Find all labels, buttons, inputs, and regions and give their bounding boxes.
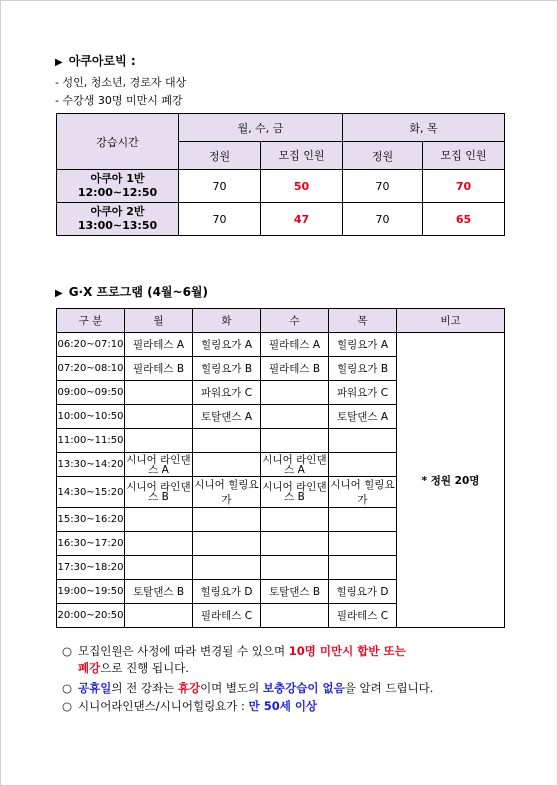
notice-text: 을 알려 드립니다. — [344, 681, 434, 695]
gx-time-cell: 14:30~15:20 — [57, 477, 125, 508]
gx-class-cell: 시니어 라인댄스 B — [261, 477, 329, 508]
gx-class-cell: 토탈댄스 B — [261, 580, 329, 604]
aqua-title: 아쿠아로빅 : — [68, 54, 136, 68]
table-row — [57, 170, 505, 203]
gx-class-cell — [261, 429, 329, 453]
notice-highlight: 공휴일 — [78, 681, 112, 695]
gx-class-cell: 필라테스 C — [329, 604, 397, 628]
gx-time-cell: 16:30~17:20 — [57, 532, 125, 556]
notice-text: 의 전 강좌는 — [111, 681, 178, 695]
gx-class-cell: 토탈댄스 B — [125, 580, 193, 604]
gx-class-cell: 힐링요가 D — [329, 580, 397, 604]
gx-section-title — [55, 283, 208, 300]
notice-3 — [62, 698, 317, 714]
gx-class-cell — [125, 556, 193, 580]
gx-class-cell — [329, 429, 397, 453]
aqua-class-cell — [57, 203, 179, 236]
notice-highlight: 보충강습이 없음 — [262, 681, 345, 695]
notice-text: 으로 진행 됩니다. — [100, 661, 189, 675]
gx-class-cell: 시니어 힐링요가 — [329, 477, 397, 508]
gx-header-mon: 월 — [125, 309, 193, 333]
aqua-group-tt: 화, 목 — [343, 114, 505, 142]
gx-class-cell: 필라테스 B — [125, 357, 193, 381]
aqua-class-cell — [57, 170, 179, 203]
gx-time-cell: 17:30~18:20 — [57, 556, 125, 580]
gx-class-cell — [193, 508, 261, 532]
gx-class-cell — [193, 453, 261, 477]
circle-bullet-icon: ○ — [62, 644, 73, 658]
gx-time-cell: 10:00~10:50 — [57, 405, 125, 429]
aqua-capacity: 70 — [343, 203, 423, 236]
gx-class-cell: 토탈댄스 A — [329, 405, 397, 429]
gx-class-cell: 힐링요가 A — [329, 333, 397, 357]
aqua-recruit: 50 — [261, 170, 343, 203]
notice-text: 시니어라인댄스/시니어힐링요가 : — [78, 699, 249, 713]
gx-class-cell: 힐링요가 D — [193, 580, 261, 604]
aqua-class-name: 아쿠아 1반 — [90, 172, 145, 185]
gx-class-cell — [261, 508, 329, 532]
aqua-capacity: 70 — [343, 170, 423, 203]
gx-class-cell — [125, 604, 193, 628]
aqua-sub-recruit: 모집 인원 — [423, 142, 505, 170]
gx-class-cell — [193, 429, 261, 453]
table-row — [57, 203, 505, 236]
notice-1-cont — [78, 660, 189, 676]
gx-class-cell — [125, 405, 193, 429]
gx-class-cell — [329, 532, 397, 556]
notice-text: 이며 별도의 — [200, 681, 263, 695]
gx-class-cell: 필라테스 A — [125, 333, 193, 357]
notice-highlight: 휴강 — [177, 681, 201, 695]
notice-highlight: 폐강 — [78, 661, 101, 675]
gx-class-cell — [261, 532, 329, 556]
aqua-sub-capacity: 정원 — [343, 142, 423, 170]
gx-header-time: 구 분 — [57, 309, 125, 333]
aqua-group-mwf: 월, 수, 금 — [179, 114, 343, 142]
table-row — [57, 333, 505, 357]
aqua-recruit: 70 — [423, 170, 505, 203]
gx-class-cell — [329, 453, 397, 477]
gx-class-cell — [193, 556, 261, 580]
gx-time-cell: 13:30~14:20 — [57, 453, 125, 477]
aqua-class-time: 13:00~13:50 — [77, 219, 158, 232]
gx-class-cell: 힐링요가 B — [329, 357, 397, 381]
gx-class-cell — [329, 556, 397, 580]
circle-bullet-icon: ○ — [62, 699, 73, 713]
gx-class-cell — [193, 532, 261, 556]
notice-2 — [62, 680, 433, 696]
gx-class-cell — [125, 381, 193, 405]
gx-class-cell — [329, 508, 397, 532]
aqua-capacity: 70 — [179, 203, 261, 236]
triangle-icon: ▶ — [55, 288, 63, 299]
gx-class-cell: 시니어 힐링요가 — [193, 477, 261, 508]
gx-time-cell: 15:30~16:20 — [57, 508, 125, 532]
notice-text: 모집인원은 사정에 따라 변경될 수 있으며 — [78, 644, 289, 658]
notice-highlight: 만 50세 이상 — [248, 699, 318, 713]
gx-class-cell: 힐링요가 B — [193, 357, 261, 381]
gx-title: G·X 프로그램 (4월~6월) — [68, 285, 208, 299]
gx-class-cell: 힐링요가 A — [193, 333, 261, 357]
aqua-sub-capacity: 정원 — [179, 142, 261, 170]
gx-time-cell: 20:00~20:50 — [57, 604, 125, 628]
gx-table — [56, 308, 505, 628]
aqua-class-time: 12:00~12:50 — [77, 186, 158, 199]
gx-time-cell: 19:00~19:50 — [57, 580, 125, 604]
aqua-sub-recruit: 모집 인원 — [261, 142, 343, 170]
circle-bullet-icon: ○ — [62, 681, 73, 695]
gx-class-cell — [125, 429, 193, 453]
gx-class-cell: 파워요가 C — [329, 381, 397, 405]
gx-class-cell: 필라테스 B — [261, 357, 329, 381]
gx-time-cell: 07:20~08:10 — [57, 357, 125, 381]
gx-header-wed: 수 — [261, 309, 329, 333]
gx-header-remark: 비고 — [397, 309, 505, 333]
gx-class-cell — [125, 508, 193, 532]
gx-class-cell — [261, 405, 329, 429]
aqua-note-1: - 성인, 청소년, 경로자 대상 — [55, 76, 187, 89]
gx-remark-cell: * 정원 20명 — [397, 333, 505, 628]
aqua-note-2: - 수강생 30명 미만시 폐강 — [55, 94, 183, 107]
gx-time-cell: 06:20~07:10 — [57, 333, 125, 357]
gx-class-cell — [125, 532, 193, 556]
gx-class-cell: 파워요가 C — [193, 381, 261, 405]
aqua-col-time: 강습시간 — [57, 114, 179, 170]
aqua-class-name: 아쿠아 2반 — [90, 205, 145, 218]
gx-class-cell — [261, 381, 329, 405]
aqua-recruit: 47 — [261, 203, 343, 236]
aqua-table — [56, 113, 505, 236]
aqua-capacity: 70 — [179, 170, 261, 203]
gx-time-cell: 09:00~09:50 — [57, 381, 125, 405]
gx-class-cell: 시니어 라인댄스 A — [262, 453, 327, 476]
gx-header-thu: 목 — [329, 309, 397, 333]
notice-highlight: 10명 미만시 합반 또는 — [288, 644, 406, 658]
gx-class-cell: 시니어 라인댄스 B — [125, 477, 193, 508]
gx-time-cell: 11:00~11:50 — [57, 429, 125, 453]
aqua-section-title — [55, 52, 136, 69]
notice-1 — [62, 643, 406, 659]
gx-class-cell — [261, 604, 329, 628]
gx-class-cell: 필라테스 C — [193, 604, 261, 628]
gx-header-tue: 화 — [193, 309, 261, 333]
triangle-icon: ▶ — [55, 57, 63, 68]
gx-class-cell — [261, 556, 329, 580]
gx-class-cell: 필라테스 A — [261, 333, 329, 357]
gx-class-cell: 시니어 라인댄스 A — [126, 453, 191, 476]
gx-class-cell: 토탈댄스 A — [193, 405, 261, 429]
aqua-recruit: 65 — [423, 203, 505, 236]
